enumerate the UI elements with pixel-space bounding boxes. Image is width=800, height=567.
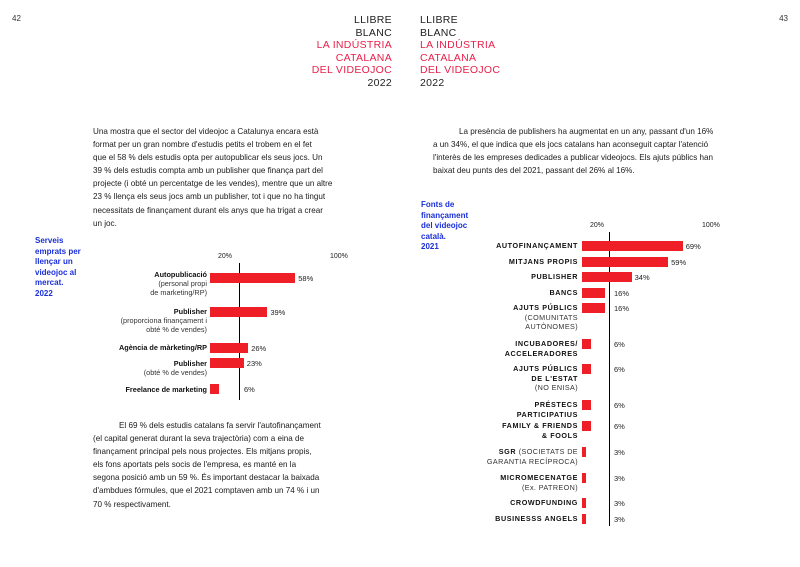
text-line: La presència de publishers ha augmentat en un any, passant d'un 16%: [459, 127, 714, 136]
bar-value-label: 3%: [614, 474, 625, 483]
header-line: LLIBRE: [420, 14, 458, 26]
category-label: AJUTS PÚBLICS (COMUNITATS AUTÒNOMES): [513, 303, 578, 331]
category-label: BUSINESSS ANGELS: [495, 514, 578, 523]
bar-value-label: 16%: [614, 304, 630, 313]
bar-value-label: 3%: [614, 448, 625, 457]
header-line: DEL VIDEOJOC: [420, 64, 501, 77]
bar: [582, 473, 586, 483]
page-number-left: 42: [12, 14, 21, 23]
category-label: AJUTS PÚBLICS DE L'ESTAT (NO ENISA): [513, 364, 578, 392]
bar: [582, 400, 591, 410]
chart-title-line: Fonts de: [421, 200, 455, 209]
chart-title-line: del videojoc: [421, 221, 468, 230]
left-paragraph-1: [93, 125, 413, 230]
text-line: segona posició amb un 59 %. És important destacar la baixada: [93, 473, 320, 483]
bar: [582, 364, 591, 374]
category-label: MITJANS PROPIS: [508, 257, 578, 266]
bar-value-label: 58%: [298, 274, 314, 283]
header-line: 2022: [420, 76, 445, 89]
text-line: finançament principal pels nous projectes. Els mitjans propis,: [93, 447, 312, 457]
chart-title-line: finançament: [421, 210, 469, 220]
bar-value-label: 6%: [614, 422, 625, 431]
bar-value-label: 34%: [634, 273, 650, 282]
category-label: PRÉSTECS PARTICIPATIUS: [516, 400, 578, 419]
page-number-right: 43: [779, 14, 788, 23]
text-line: format per un gran nombre d'estudis petits el trobem en el fet: [93, 140, 312, 150]
text-line: els fons aportats pels socis de l'empresa, es manté en la: [93, 460, 297, 470]
category-label: CROWDFUNDING: [510, 498, 578, 507]
bar: [582, 421, 591, 431]
header-line: 2022: [367, 76, 392, 89]
chart-title-line: 2022: [35, 288, 53, 298]
text-line: Una mostra que el sector del videojoc a Catalunya encara està: [93, 127, 319, 136]
bar-value-label: 6%: [614, 340, 625, 349]
category-label: Freelance de marketing: [125, 385, 207, 394]
left-paragraph-2: [93, 419, 413, 511]
bar: [582, 514, 586, 524]
bar-value-label: 39%: [270, 308, 286, 317]
text-line: d'ambdues fórmules, que el 2021 comptaven amb un 74 % i un: [93, 486, 320, 496]
category-label: INCUBADORES/ ACCELERADORES: [504, 339, 578, 358]
header-left: [312, 14, 392, 90]
bar-value-label: 16%: [614, 289, 630, 298]
header-line: CATALANA: [335, 51, 392, 64]
text-line: 39 % dels estudis compta amb un publisher que finança part del: [93, 166, 323, 176]
bar-value-label: 3%: [614, 499, 625, 508]
bar: [582, 272, 632, 282]
bar: [210, 343, 248, 353]
text-line: l'interès de les empreses dedicades a publicar videojocs. Els ajuts públics han: [433, 153, 714, 163]
text-line: que el 58 % dels estudis opta per autopublicar els seus jocs. Un: [93, 153, 323, 163]
text-line: 23 % llença els seus jocs amb un publisher, tot i que no ha tingut: [93, 192, 326, 202]
header-line: BLANC: [420, 26, 457, 39]
axis-tick-20: 20%: [590, 222, 605, 229]
header-line: LA INDÚSTRIA: [420, 39, 496, 52]
chart-title-line: mercat.: [35, 278, 64, 287]
header-line: BLANC: [355, 26, 392, 39]
axis-tick-100: 100%: [702, 222, 720, 229]
category-label: PUBLISHER: [531, 272, 578, 281]
text-line: projecte (i obté un percentatge de les vendes), mentre que un altre: [93, 179, 333, 189]
text-line: 70 % respectivament.: [93, 499, 171, 509]
bar: [210, 273, 295, 283]
category-label: Autopublicació (personal propi de marketing/RP): [150, 270, 207, 297]
category-label: AUTOFINANÇAMENT: [496, 241, 578, 250]
bar-value-label: 23%: [246, 359, 262, 368]
axis-tick-100: 100%: [330, 253, 348, 260]
header-line: CATALANA: [420, 51, 477, 64]
text-line: necessitats de finançament durant els anys que ha trigat a crear: [93, 205, 323, 215]
bar-value-label: 69%: [685, 242, 701, 251]
text-line: a un 34%, el que indica que els jocs catalans han aconseguit captar l'atenció: [433, 140, 709, 150]
bar-value-label: 6%: [244, 385, 255, 394]
chart-title-line: 2021: [421, 242, 439, 251]
bar: [210, 384, 219, 394]
category-label: Publisher (proporciona finançament i obté % de vendes): [120, 307, 207, 334]
header-line: LLIBRE: [354, 14, 392, 26]
text-line: baixat deu punts des del 2021, passant del 26% al 16%.: [433, 166, 635, 176]
header-line: DEL VIDEOJOC: [311, 64, 392, 77]
axis-tick-20: 20%: [218, 253, 233, 260]
bar-value-label: 6%: [614, 365, 625, 374]
category-label: Agència de màrketing/RP: [119, 343, 207, 352]
bar: [582, 498, 586, 508]
bar-value-label: 3%: [614, 515, 625, 524]
chart-title-line: emprats per: [35, 246, 81, 256]
category-label: MICROMECENATGE (Ex. PATREON): [500, 473, 578, 492]
bar: [582, 447, 586, 457]
reference-line-20: [239, 263, 240, 400]
text-line: El 69 % dels estudis catalans fa servir l'autofinançament: [119, 421, 321, 430]
text-line: un joc.: [93, 218, 117, 228]
bar: [210, 307, 267, 317]
category-label: FAMILY & FRIENDS & FOOLS: [502, 421, 578, 440]
right-paragraph-1: [433, 125, 773, 177]
bar-value-label: 6%: [614, 401, 625, 410]
bar: [582, 288, 605, 298]
chart-title-line: llençar un: [35, 257, 73, 266]
header-right: [420, 14, 500, 90]
chart-title-line: videojoc al: [35, 267, 77, 277]
bar: [210, 358, 244, 368]
category-label: SGR (SOCIETATS DE GARANTIA RECÍPROCA): [486, 447, 578, 466]
bar: [582, 339, 591, 349]
bar-value-label: 59%: [671, 258, 687, 267]
chart-title-line: català.: [421, 231, 446, 241]
bar: [582, 241, 683, 251]
category-label: Publisher (obté % de vendes): [143, 359, 207, 377]
bar-value-label: 26%: [251, 344, 267, 353]
bar: [582, 303, 605, 313]
category-label: BANCS: [549, 288, 578, 297]
header-line: LA INDÚSTRIA: [316, 39, 392, 52]
text-line: (el capital generat durant la seva trajectòria) com a eina de: [93, 434, 305, 444]
bar: [582, 257, 668, 267]
chart-title-line: Serveis: [35, 236, 64, 245]
